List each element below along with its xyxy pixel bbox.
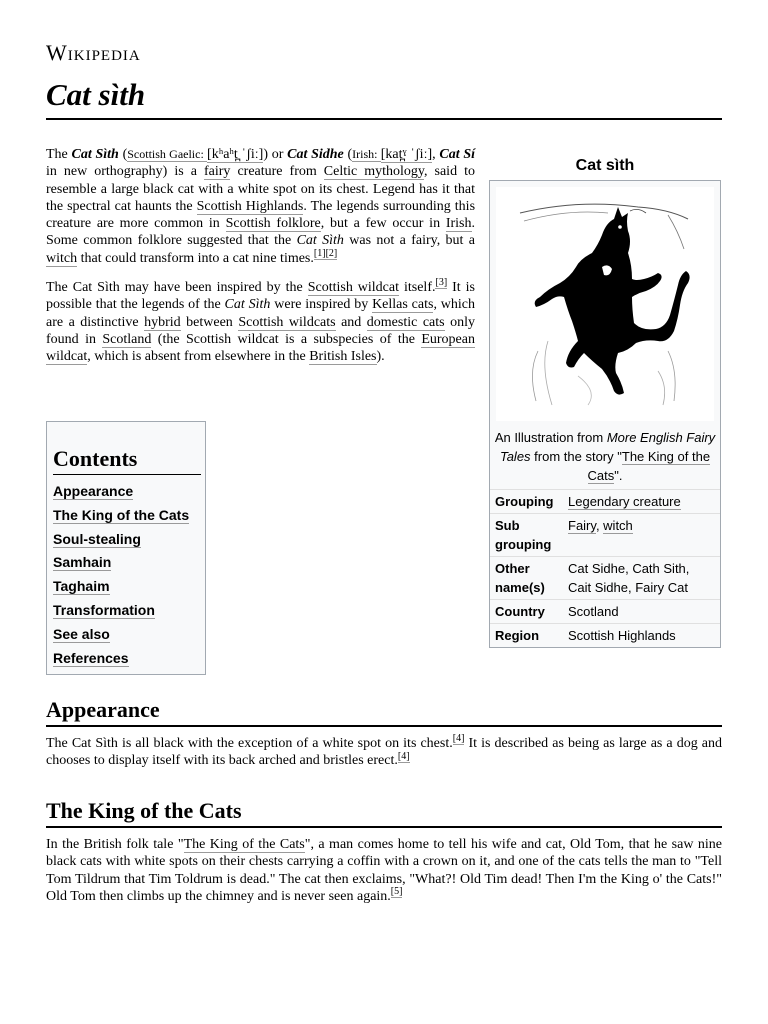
infobox: [489, 151, 721, 648]
text: in new orthography) is a: [46, 164, 204, 180]
ipa-pronunciation[interactable]: [kʰaʰt̪ ˈʃiː]: [207, 147, 264, 162]
link-hybrid[interactable]: hybrid: [144, 314, 181, 330]
toc-item-transformation[interactable]: Transformation: [53, 601, 155, 618]
text: It is possible that the legends of the: [46, 280, 475, 313]
toc-item-appearance[interactable]: Appearance: [53, 483, 134, 499]
infobox-key: Other name(s): [495, 561, 545, 595]
text: ).: [376, 349, 385, 365]
italic-term: Cat Sìth: [224, 297, 271, 313]
infobox-key: Grouping: [495, 494, 554, 509]
bold-term: Cat Sí: [439, 147, 476, 162]
infobox-key: Region: [495, 628, 540, 643]
reference-link[interactable]: [4]: [397, 750, 410, 762]
text: from the story ": [530, 449, 622, 464]
text: only found in: [46, 314, 475, 347]
black-cat-illustration-icon: [518, 201, 692, 407]
page-title-block: [46, 74, 722, 120]
infobox-caption: [490, 421, 720, 489]
link-kellas-cats[interactable]: Kellas cats: [372, 297, 434, 313]
toc-heading: Contents: [53, 444, 201, 475]
bold-term: Cat Sidhe: [287, 147, 344, 162]
link-scottish-wildcat[interactable]: Scottish wildcat: [307, 280, 400, 296]
lead-paragraph-1: [46, 146, 475, 267]
text: , said to resemble a large black cat with a white spot on its chest. Legend has it that the spectral cat haunts the: [46, 164, 475, 214]
reference-link[interactable]: [3]: [435, 277, 448, 289]
link-celtic-mythology[interactable]: Celtic mythology: [323, 164, 424, 180]
text: In the British folk tale ": [46, 837, 184, 852]
link-witch[interactable]: witch: [603, 518, 633, 533]
link-scotland[interactable]: Scotland: [102, 331, 152, 347]
infobox-value: Scotland: [568, 604, 619, 619]
table-of-contents: [46, 421, 206, 675]
king-paragraph: [46, 836, 722, 905]
text: The Cat Sìth is all black with the exception of a white spot on its chest.: [46, 736, 453, 751]
link-legendary-creature[interactable]: Legendary creature: [568, 494, 681, 509]
infobox-value: [563, 490, 720, 513]
reference-link[interactable]: [5]: [390, 886, 403, 898]
text: and: [335, 314, 367, 330]
appearance-paragraph: [46, 735, 722, 770]
page-title: Cat sìth: [46, 77, 146, 112]
link-scottish-wildcats[interactable]: Scottish wildcats: [238, 314, 336, 330]
reference-link[interactable]: [1]: [313, 248, 326, 260]
link-fairy[interactable]: fairy: [203, 164, 231, 180]
link-witch[interactable]: witch: [46, 250, 78, 266]
text: It is described as being as large as a dog and chooses to display itself with its back arched and bristles erect.: [46, 736, 722, 769]
text: ", a man comes home to tell his wife and cat, Old Tom, that he saw nine black cats with white spots on their chests carrying a coffin with a crown on it, and one of the cats tells the man to "Tell Tom Tildrum that Tim Toldrum is dead." The cat then exclaims, "What?! Old Tim dead! Then I'm the King o' the Cats!" Old Tom then climbs up the chimney and is never seen again.: [46, 837, 723, 904]
text: , which are a distinctive: [46, 297, 475, 330]
toc-item-samhain[interactable]: Samhain: [53, 554, 112, 571]
link-scottish-gaelic[interactable]: Scottish Gaelic:: [127, 147, 208, 161]
link-european-wildcat[interactable]: European wildcat: [46, 331, 475, 365]
text: (: [118, 147, 128, 162]
text: between: [180, 314, 239, 330]
toc-list: [53, 481, 189, 671]
reference-link[interactable]: [2]: [325, 248, 338, 260]
text: that could transform into a cat nine times.: [77, 250, 314, 266]
text: . Some common folklore suggested that the: [46, 216, 475, 249]
link-british-isles[interactable]: British Isles: [309, 349, 377, 365]
infobox-title: Cat sìth: [575, 157, 635, 174]
infobox-row-grouping: [490, 489, 720, 513]
text: . The legends surrounding this creature are more common in: [46, 198, 476, 232]
infobox-value: [563, 514, 720, 556]
infobox-key: Country: [495, 604, 545, 619]
text: (: [343, 147, 353, 162]
link-king-of-the-cats[interactable]: The King of the Cats: [183, 837, 305, 852]
text: The: [46, 147, 72, 162]
reference-link[interactable]: [4]: [452, 733, 465, 745]
link-fairy[interactable]: Fairy: [568, 518, 596, 533]
text: creature from: [230, 164, 324, 180]
infobox-row-other-names: [490, 556, 720, 599]
infobox-row-region: [490, 623, 720, 647]
text: An Illustration from: [494, 430, 607, 445]
bold-term: Cat Sìth: [71, 147, 119, 162]
text: , but a few occur in: [320, 216, 446, 232]
infobox-row-country: [490, 599, 720, 623]
link-irish-language[interactable]: Irish:: [352, 147, 381, 161]
lead-section: [46, 146, 475, 378]
section-appearance: [46, 695, 722, 770]
infobox-box: [489, 180, 721, 648]
toc-item-soul-stealing[interactable]: Soul-stealing: [53, 530, 141, 547]
text: ) or: [263, 147, 288, 162]
link-king-of-the-cats[interactable]: The King of the Cats: [587, 449, 711, 483]
wikipedia-logo[interactable]: Wikipedia: [46, 40, 141, 65]
italic-title: More English Fairy Tales: [499, 430, 716, 464]
text: ,: [432, 147, 440, 162]
infobox-key: Sub grouping: [495, 518, 552, 552]
separator: ,: [595, 518, 604, 533]
infobox-row-sub-grouping: [490, 513, 720, 556]
ipa-pronunciation[interactable]: [kat̪ˠ ˈʃiː]: [380, 147, 433, 162]
toc-item-references[interactable]: References: [53, 649, 129, 666]
text: was not a fairy, but a: [343, 233, 475, 249]
lead-paragraph-2: [46, 279, 475, 365]
toc-item-see-also[interactable]: See also: [53, 625, 110, 642]
text: , which is absent from elsewhere in the: [87, 349, 310, 365]
section-heading-king-of-the-cats: The King of the Cats: [46, 796, 722, 828]
toc-item-taghaim[interactable]: Taghaim: [53, 578, 110, 595]
infobox-value: Scottish Highlands: [568, 628, 676, 643]
italic-term: Cat Sìth: [296, 233, 344, 249]
text: The Cat Sìth may have been inspired by the: [46, 280, 308, 296]
text: (the Scottish wildcat is a subspecies of the: [151, 331, 422, 347]
link-irish[interactable]: Irish: [445, 216, 472, 232]
section-king-of-the-cats: [46, 796, 722, 905]
text: ".: [614, 468, 623, 483]
text: were inspired by: [270, 297, 373, 313]
text: itself.: [399, 280, 436, 296]
infobox-value: Cat Sidhe, Cath Sith, Cait Sidhe, Fairy Cat: [568, 561, 690, 595]
link-domestic-cats[interactable]: domestic cats: [366, 314, 445, 330]
link-scottish-highlands[interactable]: Scottish Highlands: [196, 198, 304, 214]
section-heading-appearance: Appearance: [46, 695, 722, 727]
cat-sith-illustration[interactable]: [496, 187, 714, 421]
toc-item-king-of-the-cats[interactable]: The King of the Cats: [53, 506, 190, 523]
link-scottish-folklore[interactable]: Scottish folklore: [225, 216, 321, 232]
